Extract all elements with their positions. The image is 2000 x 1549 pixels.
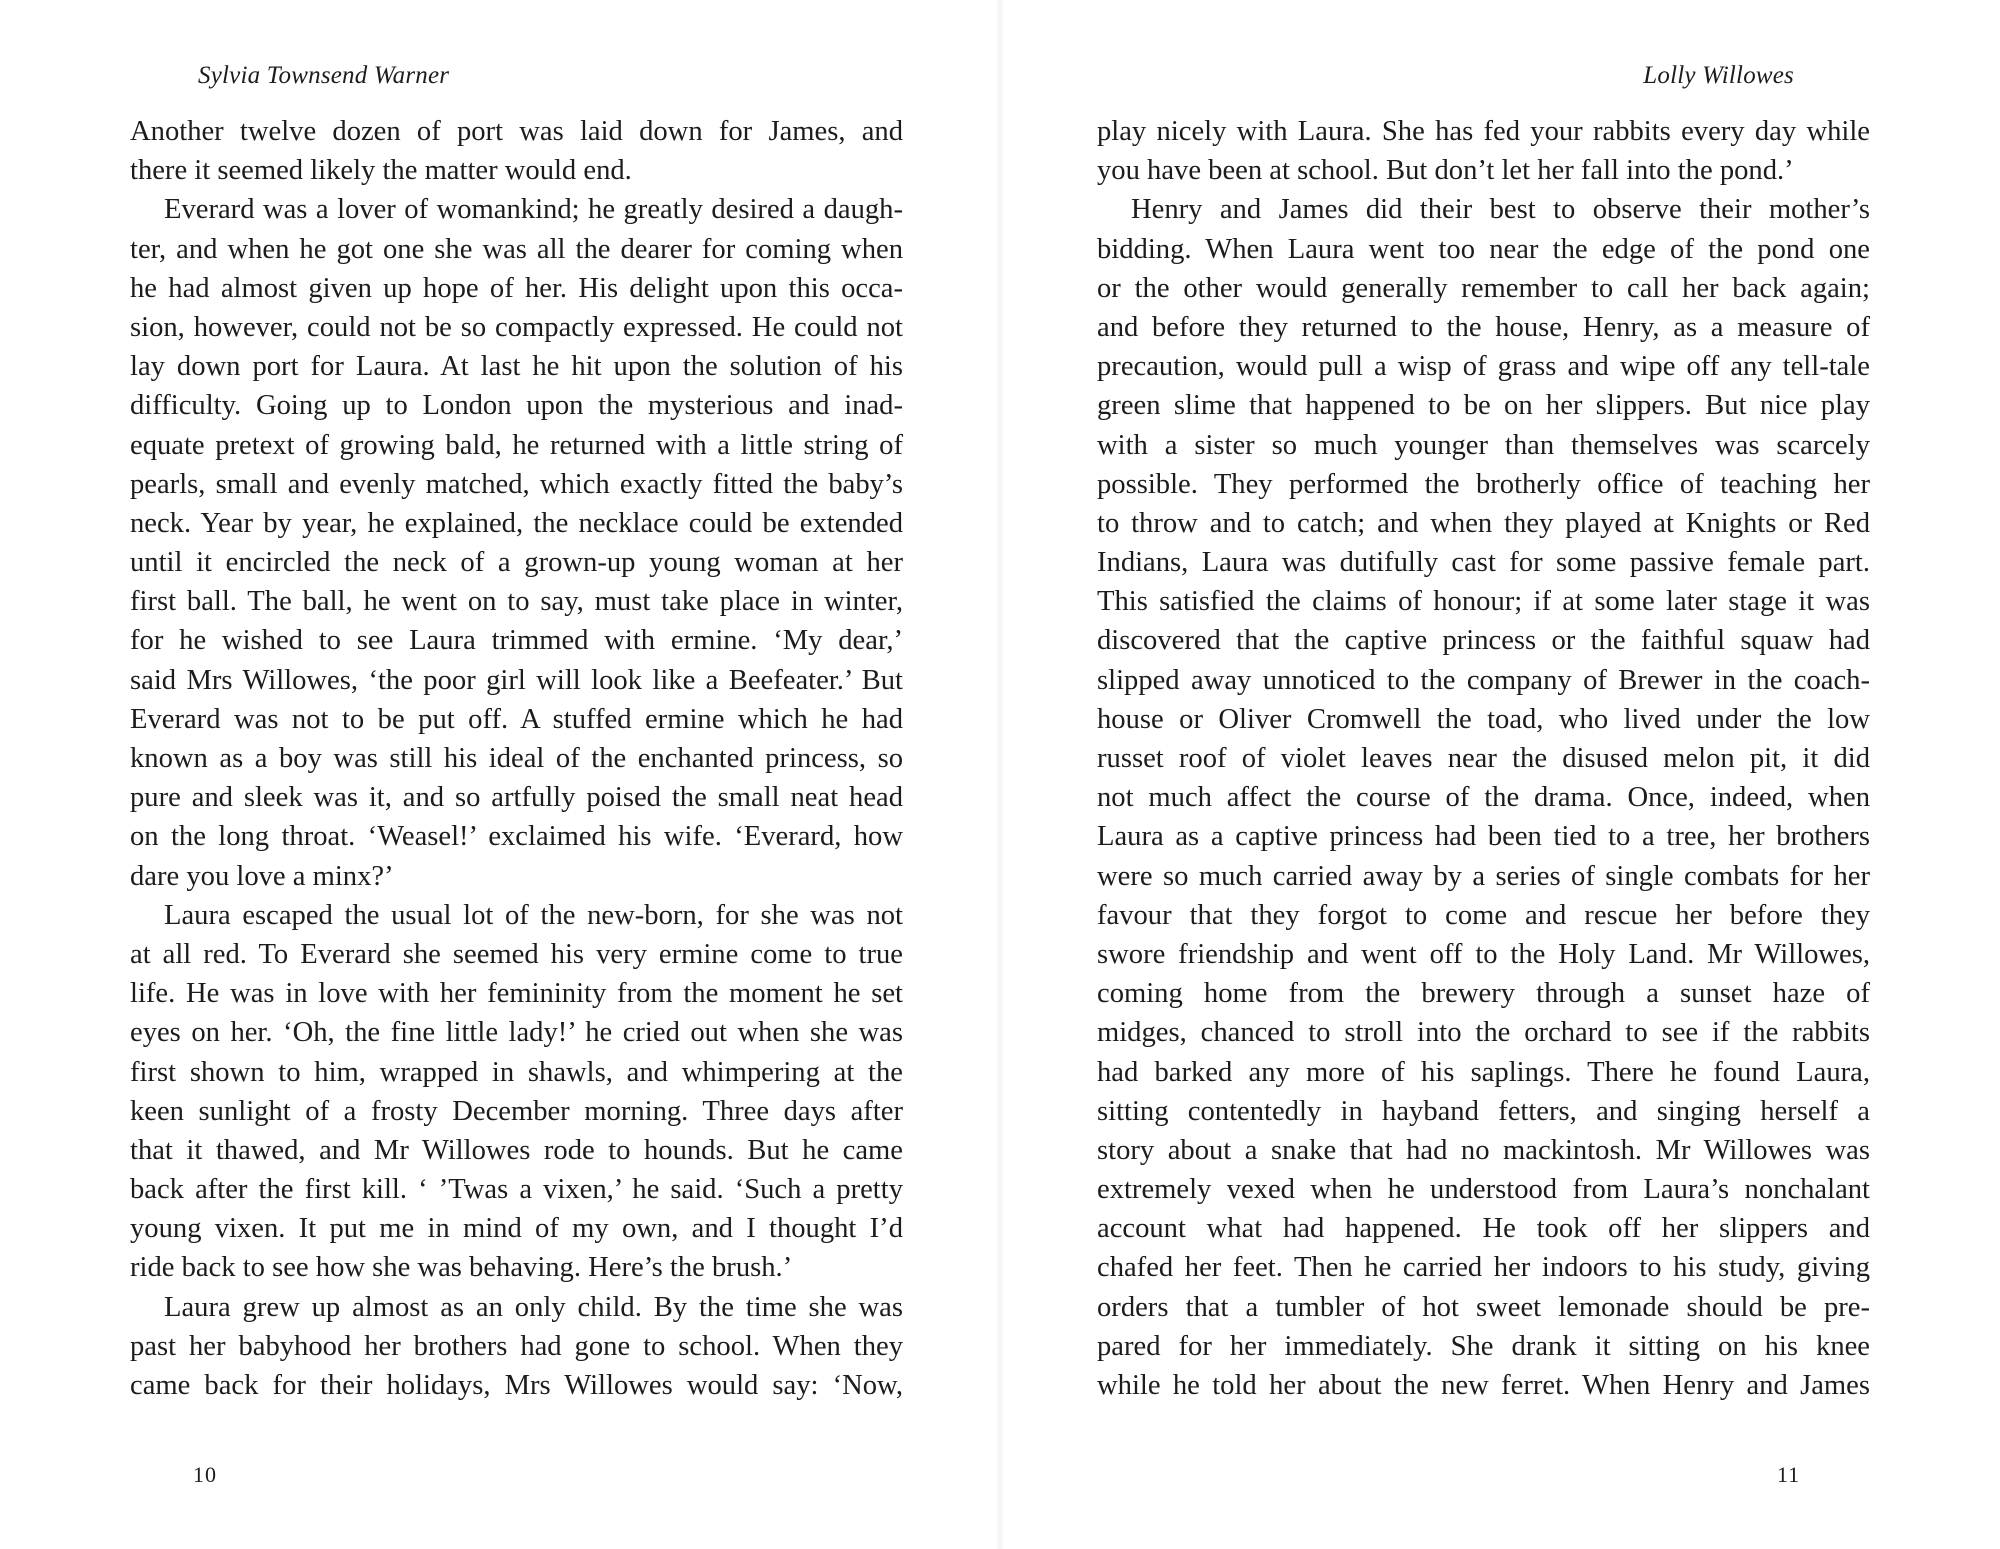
text-line: Everard was not to be put off. A stuffed ermine which he had — [130, 703, 903, 735]
text-line: neck. Year by year, he explained, the necklace could be extended — [130, 507, 903, 539]
text-line: favour that they forgot to come and rescue her before they — [1097, 899, 1870, 931]
text-line: came back for their holidays, Mrs Willowes would say: ‘Now, — [130, 1370, 903, 1401]
text-line: he had almost given up hope of her. His delight upon this occa- — [130, 272, 903, 304]
text-line: and before they returned to the house, Henry, as a measure of — [1097, 311, 1870, 343]
text-line: chafed her feet. Then he carried her indoors to his study, giving — [1097, 1252, 1870, 1284]
text-line: discovered that the captive princess or the faithful squaw had — [1097, 625, 1870, 657]
text-line: back after the first kill. ‘ ’Twas a vixen,’ he said. ‘Such a pretty — [130, 1174, 903, 1206]
text-line: swore friendship and went off to the Holy Land. Mr Willowes, — [1097, 938, 1870, 970]
text-line: pure and sleek was it, and so artfully poised the small neat head — [130, 782, 903, 814]
text-line: pearls, small and evenly matched, which exactly fitted the baby’s — [130, 468, 903, 500]
right-body-text — [1097, 112, 1870, 1405]
text-line: extremely vexed when he understood from Laura’s nonchalant — [1097, 1174, 1870, 1206]
text-line: first shown to him, wrapped in shawls, and whimpering at the — [130, 1056, 903, 1088]
text-line: on the long throat. ‘Weasel!’ exclaimed his wife. ‘Everard, how — [130, 821, 903, 853]
left-page-number: 10 — [193, 1462, 217, 1487]
text-line: not much affect the course of the drama. Once, indeed, when — [1097, 782, 1870, 814]
text-line: Laura grew up almost as an only child. By the time she was — [164, 1291, 903, 1323]
text-line: slipped away unnoticed to the company of Brewer in the coach- — [1097, 664, 1870, 696]
text-line: had barked any more of his saplings. There he found Laura, — [1097, 1056, 1870, 1088]
text-line: equate pretext of growing bald, he returned with a little string of — [130, 429, 903, 461]
right-running-head: Lolly Willowes — [1643, 62, 1794, 89]
right-page — [1000, 0, 2000, 1549]
left-running-head: Sylvia Townsend Warner — [198, 62, 450, 89]
text-line: dare you love a minx?’ — [130, 860, 394, 892]
text-line: you have been at school. But don’t let her fall into the pond.’ — [1097, 155, 1794, 187]
text-line: story about a snake that had no mackintosh. Mr Willowes was — [1097, 1134, 1870, 1166]
text-line: or the other would generally remember to call her back again; — [1097, 272, 1870, 304]
text-line: to throw and to catch; and when they played at Knights or Red — [1097, 507, 1870, 539]
text-line: Henry and James did their best to observe their mother’s — [1131, 194, 1870, 226]
text-line: precaution, would pull a wisp of grass and wipe off any tell-tale — [1097, 351, 1870, 383]
right-page-number: 11 — [1777, 1462, 1801, 1487]
text-line: eyes on her. ‘Oh, the fine little lady!’ he cried out when she was — [130, 1017, 903, 1049]
text-line: life. He was in love with her femininity from the moment he set — [130, 978, 903, 1010]
text-line: sitting contentedly in hayband fetters, and singing herself a — [1097, 1095, 1870, 1127]
text-line: for he wished to see Laura trimmed with ermine. ‘My dear,’ — [130, 625, 903, 657]
text-line: while he told her about the new ferret. When Henry and James — [1097, 1370, 1870, 1401]
text-line: until it encircled the neck of a grown-up young woman at her — [130, 547, 903, 579]
text-line: midges, chanced to stroll into the orchard to see if the rabbits — [1097, 1017, 1870, 1049]
text-line: ter, and when he got one she was all the dearer for coming when — [130, 233, 903, 265]
text-line: Laura escaped the usual lot of the new-born, for she was not — [164, 899, 903, 931]
text-line: at all red. To Everard she seemed his very ermine come to true — [130, 938, 903, 970]
text-line: known as a boy was still his ideal of the enchanted princess, so — [130, 743, 903, 774]
left-body-text — [130, 112, 903, 1405]
text-line: Everard was a lover of womankind; he greatly desired a daugh- — [164, 194, 903, 226]
text-line: keen sunlight of a frosty December morning. Three days after — [130, 1095, 903, 1127]
text-line: This satisfied the claims of honour; if at some later stage it was — [1097, 586, 1870, 618]
text-line: account what had happened. He took off her slippers and — [1097, 1213, 1870, 1245]
text-line: that it thawed, and Mr Willowes rode to hounds. But he came — [130, 1134, 903, 1166]
text-line: Laura as a captive princess had been tied to a tree, her brothers — [1097, 821, 1870, 853]
text-line: orders that a tumbler of hot sweet lemonade should be pre- — [1097, 1291, 1870, 1323]
text-line: house or Oliver Cromwell the toad, who lived under the low — [1097, 703, 1870, 735]
text-line: Indians, Laura was dutifully cast for some passive female part. — [1097, 547, 1870, 579]
text-line: pared for her immediately. She drank it sitting on his knee — [1097, 1330, 1870, 1362]
text-line: lay down port for Laura. At last he hit upon the solution of his — [130, 351, 903, 383]
text-line: Another twelve dozen of port was laid down for James, and — [130, 116, 903, 147]
text-line: past her babyhood her brothers had gone to school. When they — [130, 1330, 903, 1362]
text-line: play nicely with Laura. She has fed your rabbits every day while — [1097, 116, 1870, 147]
text-line: possible. They performed the brotherly office of teaching her — [1097, 468, 1870, 500]
text-line: there it seemed likely the matter would end. — [130, 155, 632, 187]
text-line: coming home from the brewery through a sunset haze of — [1097, 978, 1870, 1010]
text-line: sion, however, could not be so compactly expressed. He could not — [130, 311, 903, 343]
text-line: difficulty. Going up to London upon the mysterious and inad- — [130, 390, 903, 422]
text-line: with a sister so much younger than themselves was scarcely — [1097, 429, 1870, 461]
text-line: were so much carried away by a series of single combats for her — [1097, 860, 1870, 892]
text-line: bidding. When Laura went too near the edge of the pond one — [1097, 233, 1870, 265]
text-line: young vixen. It put me in mind of my own, and I thought I’d — [130, 1213, 903, 1245]
text-line: ride back to see how she was behaving. Here’s the brush.’ — [130, 1252, 793, 1284]
text-line: russet roof of violet leaves near the disused melon pit, it did — [1097, 743, 1870, 774]
text-line: first ball. The ball, he went on to say, must take place in winter, — [130, 586, 903, 618]
text-line: said Mrs Willowes, ‘the poor girl will look like a Beefeater.’ But — [130, 664, 903, 696]
text-line: green slime that happened to be on her slippers. But nice play — [1097, 390, 1870, 422]
